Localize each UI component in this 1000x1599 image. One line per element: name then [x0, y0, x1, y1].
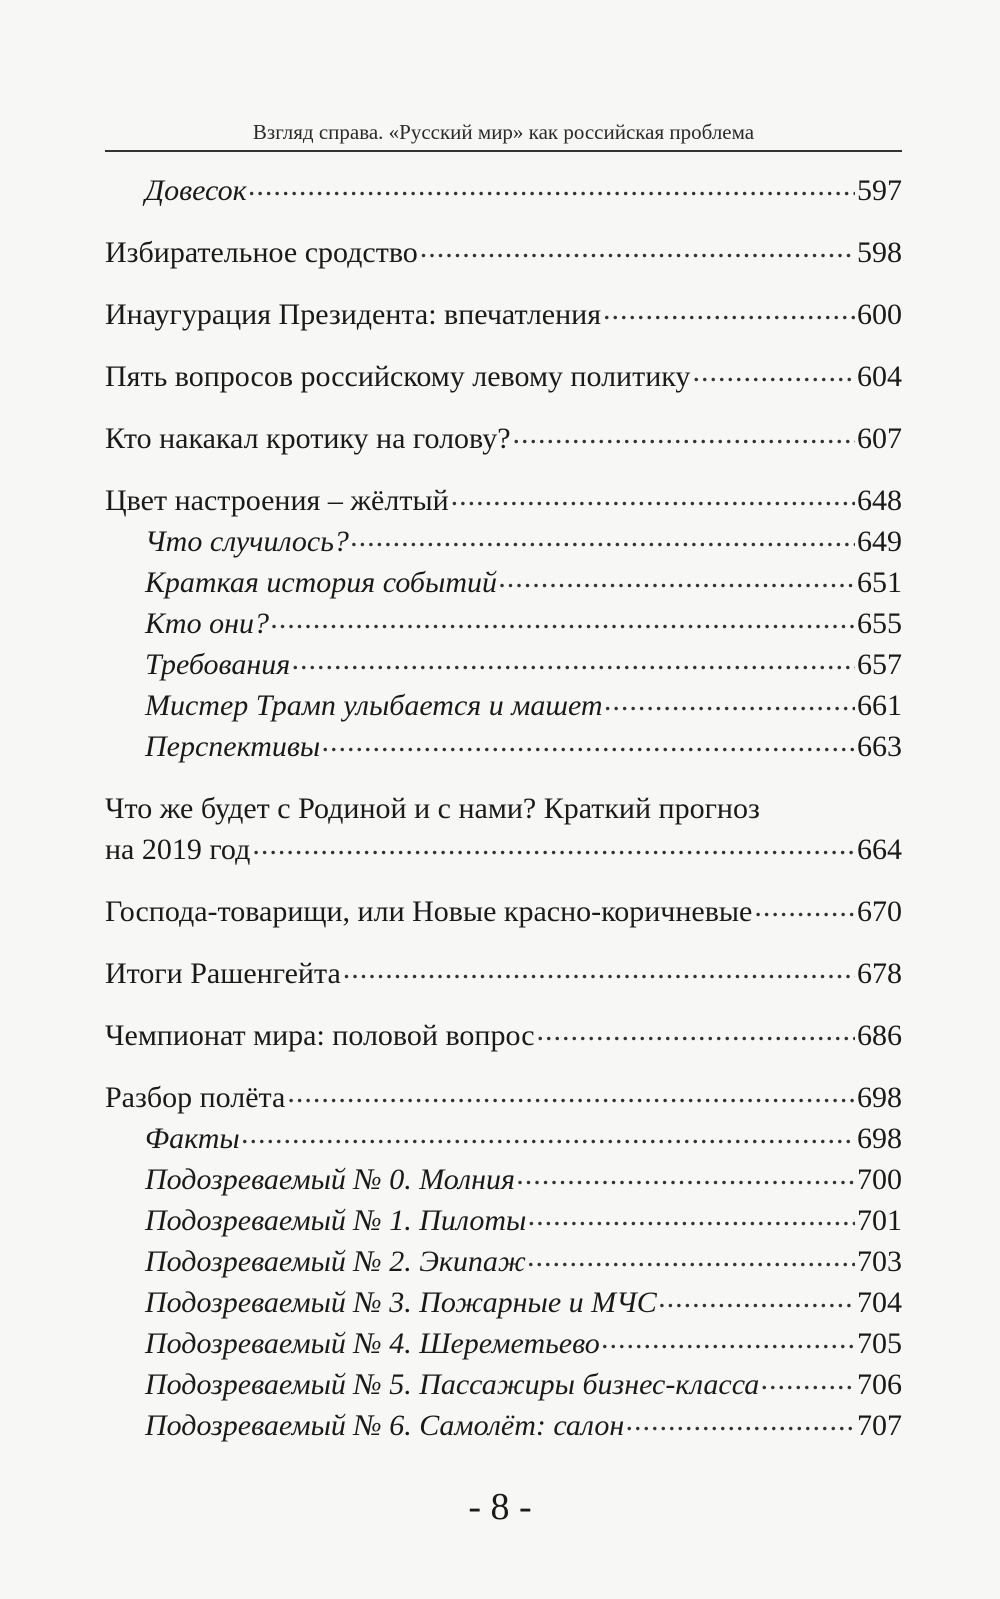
- toc-entry-page: 663: [857, 730, 902, 763]
- toc-entry-page: 698: [857, 1122, 902, 1155]
- toc-entry-page: 686: [857, 1019, 902, 1052]
- toc-entry-page: 701: [857, 1204, 902, 1237]
- toc-entry-page: 664: [857, 833, 902, 866]
- toc-subentry: [105, 1118, 902, 1159]
- toc-entry-title: Подозреваемый № 4. Шереметьево: [145, 1327, 600, 1360]
- toc-entry-page: 648: [857, 484, 902, 517]
- toc-subentry: [105, 726, 902, 767]
- toc-entry-title: Мистер Трамп улыбается и машет: [145, 689, 603, 722]
- dot-leader: [659, 1292, 855, 1312]
- toc-entry-title: Подозреваемый № 5. Пассажиры бизнес-класса: [145, 1368, 760, 1401]
- toc-entry-page: 706: [857, 1368, 902, 1401]
- dot-leader: [692, 366, 855, 386]
- dot-leader: [602, 1333, 855, 1353]
- toc-entry-title: Цвет настроения – жёлтый: [105, 484, 449, 517]
- toc-entry-title: Требования: [145, 648, 291, 681]
- toc-subentry: [105, 1323, 902, 1364]
- dot-leader: [292, 654, 855, 674]
- toc-entry-title: Господа-товарищи, или Новые красно-коричневые: [105, 895, 753, 928]
- dot-leader: [537, 1025, 855, 1045]
- toc-entry-page: 704: [857, 1286, 902, 1319]
- toc-entry-page: 707: [857, 1409, 902, 1442]
- toc-entry: [105, 1015, 902, 1056]
- toc-entry-title-line2: на 2019 год: [105, 833, 251, 866]
- toc-subentry: [105, 1405, 902, 1446]
- dot-leader: [528, 1251, 855, 1271]
- dot-leader: [605, 695, 855, 715]
- toc-entry-page: 657: [857, 648, 902, 681]
- dot-leader: [499, 572, 855, 592]
- dot-leader: [271, 613, 855, 633]
- dot-leader: [322, 736, 855, 756]
- toc-entry-title: Подозреваемый № 6. Самолёт: салон: [145, 1409, 625, 1442]
- toc-entry-page: 607: [857, 422, 902, 455]
- dot-leader: [603, 304, 855, 324]
- toc-entry-page: 598: [857, 236, 902, 269]
- dot-leader: [761, 1374, 855, 1394]
- toc-entry-title: Подозреваемый № 2. Экипаж: [145, 1245, 526, 1278]
- page-number: - 8 -: [468, 1486, 532, 1528]
- toc-entry-title: Разбор полёта: [105, 1081, 286, 1114]
- toc-subentry: [105, 1159, 902, 1200]
- toc-entry-title-line1: Что же будет с Родиной и с нами? Краткий прогноз: [105, 792, 760, 825]
- dot-leader: [351, 531, 855, 551]
- toc-entry: [105, 356, 902, 397]
- header-rule: [105, 150, 902, 152]
- toc-entry-page: 597: [857, 174, 902, 207]
- toc-entry-title: Краткая история событий: [145, 566, 497, 599]
- toc-subentry: [105, 1200, 902, 1241]
- dot-leader: [513, 428, 855, 448]
- dot-leader: [451, 490, 855, 510]
- toc-subentry: [105, 1241, 902, 1282]
- toc-subentry: [105, 685, 902, 726]
- toc-entry: [105, 418, 902, 459]
- toc-entry: [105, 170, 902, 211]
- table-of-contents: [105, 170, 902, 1446]
- toc-entry-title: Итоги Рашенгейта: [105, 957, 341, 990]
- toc-entry-title: Инаугурация Президента: впечатления: [105, 298, 602, 331]
- toc-entry-title: Чемпионат мира: половой вопрос: [105, 1019, 535, 1052]
- toc-entry-page: 649: [857, 525, 902, 558]
- dot-leader: [626, 1415, 855, 1435]
- toc-entry: [105, 232, 902, 273]
- toc-entry-title: Перспективы: [145, 730, 321, 763]
- toc-entry-page: 661: [857, 689, 902, 722]
- toc-entry-page: 604: [857, 360, 902, 393]
- toc-entry-page: 703: [857, 1245, 902, 1278]
- toc-entry-page: 678: [857, 957, 902, 990]
- toc-entry: [105, 891, 902, 932]
- dot-leader: [343, 963, 855, 983]
- toc-entry-title: Избирательное сродство: [105, 236, 418, 269]
- toc-entry-title: Кто они?: [145, 607, 269, 640]
- dot-leader: [420, 242, 855, 262]
- toc-entry-page: 655: [857, 607, 902, 640]
- toc-entry-page: 670: [857, 895, 902, 928]
- toc-entry: [105, 1077, 902, 1118]
- toc-subentry: [105, 603, 902, 644]
- toc-subentry: [105, 1282, 902, 1323]
- toc-entry-title: Факты: [145, 1122, 240, 1155]
- toc-subentry: [105, 644, 902, 685]
- toc-entry: [105, 953, 902, 994]
- dot-leader: [287, 1087, 855, 1107]
- toc-entry-title: Что случилось?: [145, 525, 349, 558]
- toc-entry: [105, 829, 902, 870]
- toc-entry-page: 705: [857, 1327, 902, 1360]
- dot-leader: [517, 1169, 855, 1189]
- toc-entry-title: Подозреваемый № 0. Молния: [145, 1163, 515, 1196]
- toc-subentry: [105, 1364, 902, 1405]
- toc-entry-title: Подозреваемый № 1. Пилоты: [145, 1204, 527, 1237]
- toc-subentry: [105, 521, 902, 562]
- toc-entry-page: 698: [857, 1081, 902, 1114]
- toc-entry: [105, 294, 902, 335]
- dot-leader: [242, 1128, 855, 1148]
- toc-entry-page: 600: [857, 298, 902, 331]
- dot-leader: [249, 180, 855, 200]
- toc-entry-page: 651: [857, 566, 902, 599]
- toc-subentry: [105, 562, 902, 603]
- dot-leader: [252, 839, 855, 859]
- dot-leader: [754, 901, 855, 921]
- toc-entry-title: Пять вопросов российскому левому политику: [105, 360, 691, 393]
- toc-entry: [105, 480, 902, 521]
- toc-entry-page: 700: [857, 1163, 902, 1196]
- toc-entry-title: Подозреваемый № 3. Пожарные и МЧС: [145, 1286, 657, 1319]
- toc-entry-title: Кто накакал кротику на голову?: [105, 422, 511, 455]
- running-title: Взгляд справа. «Русский мир» как российская проблема: [252, 120, 755, 144]
- dot-leader: [528, 1210, 855, 1230]
- toc-entry-title: Довесок: [145, 174, 247, 207]
